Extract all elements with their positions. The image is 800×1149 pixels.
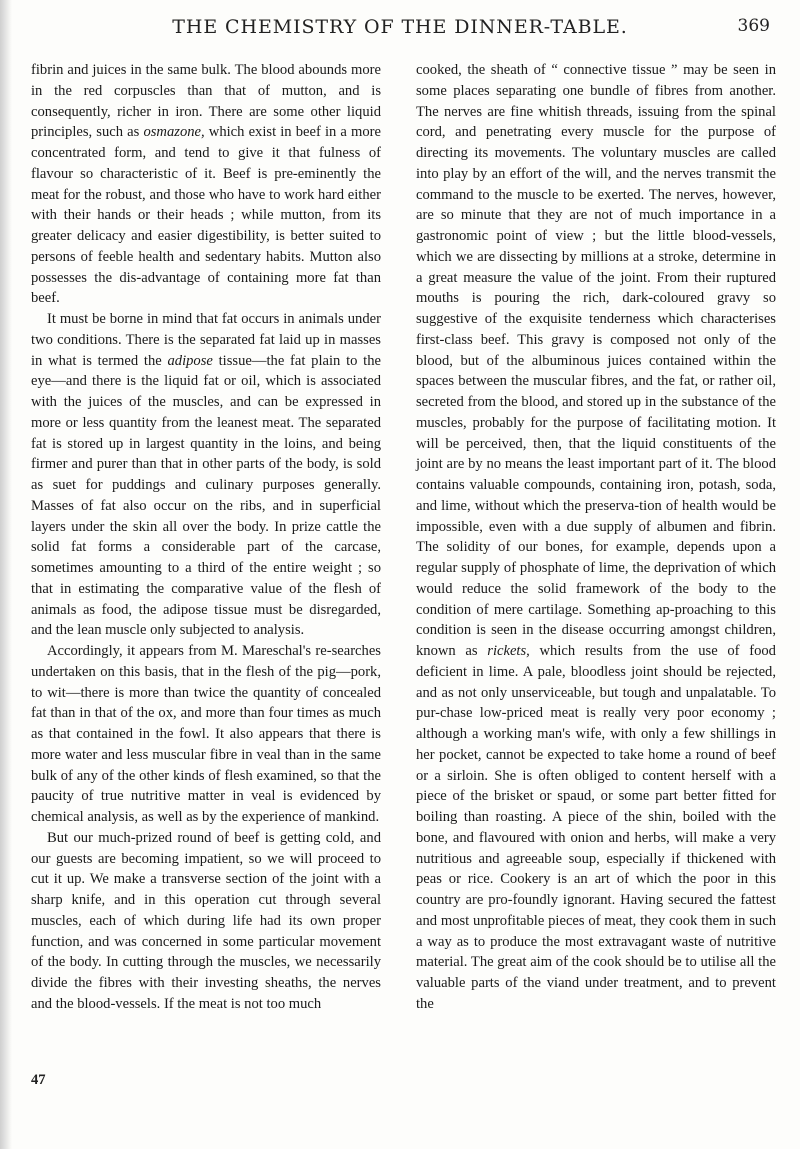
left-p2-text-b: tissue—the fat plain to the eye—and there is the liquid fat or oil, which is associated with the juices of the muscles, and can be expressed in more or less quantity from the leanest meat. The separated fat is stored up in largest quantity in the loins, and being firmer and purer than that in other parts of the body, is sold as suet for puddings and culinary purposes generally. Masses of fat also occur on the ribs, and in superficial layers under the skin all over the body. In prize cattle the solid fat forms a considerable part of the carcase, sometimes amounting to a third of the entire weight ; so that in estimating the comparative value of the flesh of animals as food, the adipose tissue must be disregarded, and the lean muscle only subjected to analysis. [31,352,381,639]
page-binding-edge [0,0,12,1149]
left-p1-text-b: which exist in beef in a more concentrated form, and tend to give it that fulness of flavour so characteristic of it. Beef is pre-eminently the meat for the robust, and those who have to work hard either with their hands or their heads ; while mutton, from its greater delicacy and easier digestibility, is better suited to persons of feeble health and sedentary habits. Mutton also possesses the dis-advantage of containing more fat than beef. [31,124,381,307]
page-number: 369 [737,16,770,36]
running-title: THE CHEMISTRY OF THE DINNER-TABLE. [172,16,628,38]
running-head [0,14,800,44]
right-column [416,60,776,1015]
right-p1-text-a: cooked, the sheath of “ connective tissue ” may be seen in some places separating one bundle of fibres from another. The nerves are fine whitish threads, issuing from the spinal cord, and penetrating every muscle for the purpose of directing its movements. The voluntary muscles are called into play by an effort of the will, and the nerves transmit the command to the muscle to be exerted. The nerves, however, are so minute that they are not of much importance in a gastronomic point of view ; but the little blood-vessels, which we are dissecting by millions at a stroke, determine in a great measure the value of the joint. From their ruptured mouths is pouring the rich, dark-coloured gravy so suggestive of the exquisite tenderness which characterises first-class beef. This gravy is composed not only of the blood, but of the albuminous juices contained within the spaces between the muscular fibres, and the fat, or rather oil, secreted from the blood, and stored up in the substance of the muscles, probably for the purpose of facilitating motion. It will be perceived, then, that the liquid constituents of the joint are by no means the least important part of it. The blood contains valuable compounds, containing iron, potash, soda, and lime, without which the preserva-tion of health would be impossible, even with a due supply of albumen and fibrin. The solidity of our bones, for example, depends upon a regular supply of phosphate of lime, the deprivation of which would reduce the solid framework of the body to the condition of mere cartilage. Something ap-proaching to this condition is seen in the disease occurring amongst children, known as [416,62,776,659]
left-p2-text-a: It must be borne in mind that fat occurs in animals under two conditions. There is the separated fat laid up in masses in what is termed the [31,311,381,369]
right-p1-emphasis: rickets, [487,643,530,659]
right-paragraph-1 [416,60,776,1015]
left-paragraph-2 [31,309,381,641]
left-p2-emphasis: adipose [167,352,213,369]
left-p1-text-a: fibrin and juices in the same bulk. The blood abounds more in the red corpuscles than that of mutton, and is consequently, richer in iron. There are some other liquid principles, such as [31,62,381,141]
left-paragraph-4: But our much-prized round of beef is getting cold, and our guests are becoming impatient, so we will proceed to cut it up. We make a transverse section of the joint with a sharp knife, and in this operation cut through several muscles, each of which during life had its own proper function, and was concerned in some particular movement of the body. In cutting through the muscles, we necessarily divide the fibres with their investing sheaths, the nerves and the blood-vessels. If the meat is not too much [31,829,381,1012]
left-column [31,60,381,1015]
left-paragraph-1 [31,60,381,309]
right-p1-text-b: which results from the use of food deficient in lime. A pale, bloodless joint should be rejected, and as not only unserviceable, but tough and unpalatable. To pur-chase low-priced meat is really very poor economy ; although a working man's wife, with only a few shillings in her pocket, cannot be expected to take home a round of beef or a sirloin. She is often obliged to content herself with a piece of the brisket or spaud, or some part better fitted for boiling than roasting. A piece of the shin, boiled with the bone, and flavoured with onion and herbs, will make a very nutritious and agreeable soup, especially if thickened with peas or rice. Cookery is an art of which the poor in this country are pro-foundly ignorant. Having secured the fattest and most unprofitable pieces of meat, they cook them in such a way as to produce the most extravagant waste of nutritive material. The great aim of the cook should be to utilise all the valuable parts of the viand under treatment, and to prevent the [416,643,776,1012]
signature-mark: 47 [31,1072,46,1088]
left-paragraph-3: Accordingly, it appears from M. Mareschal's re-searches undertaken on this basis, that in the flesh of the pig—pork, to wit—there is more than twice the quantity of concealed fat than in that of the ox, and more than four times as much as that contained in the fowl. It also appears that there is more water and less muscular fibre in veal than in the same bulk of any of the other kinds of flesh examined, so that the paucity of true nutritive matter in veal is evidenced by chemical analysis, as well as by the experience of mankind. [31,643,381,825]
left-p1-emphasis: osmazone, [143,124,205,141]
